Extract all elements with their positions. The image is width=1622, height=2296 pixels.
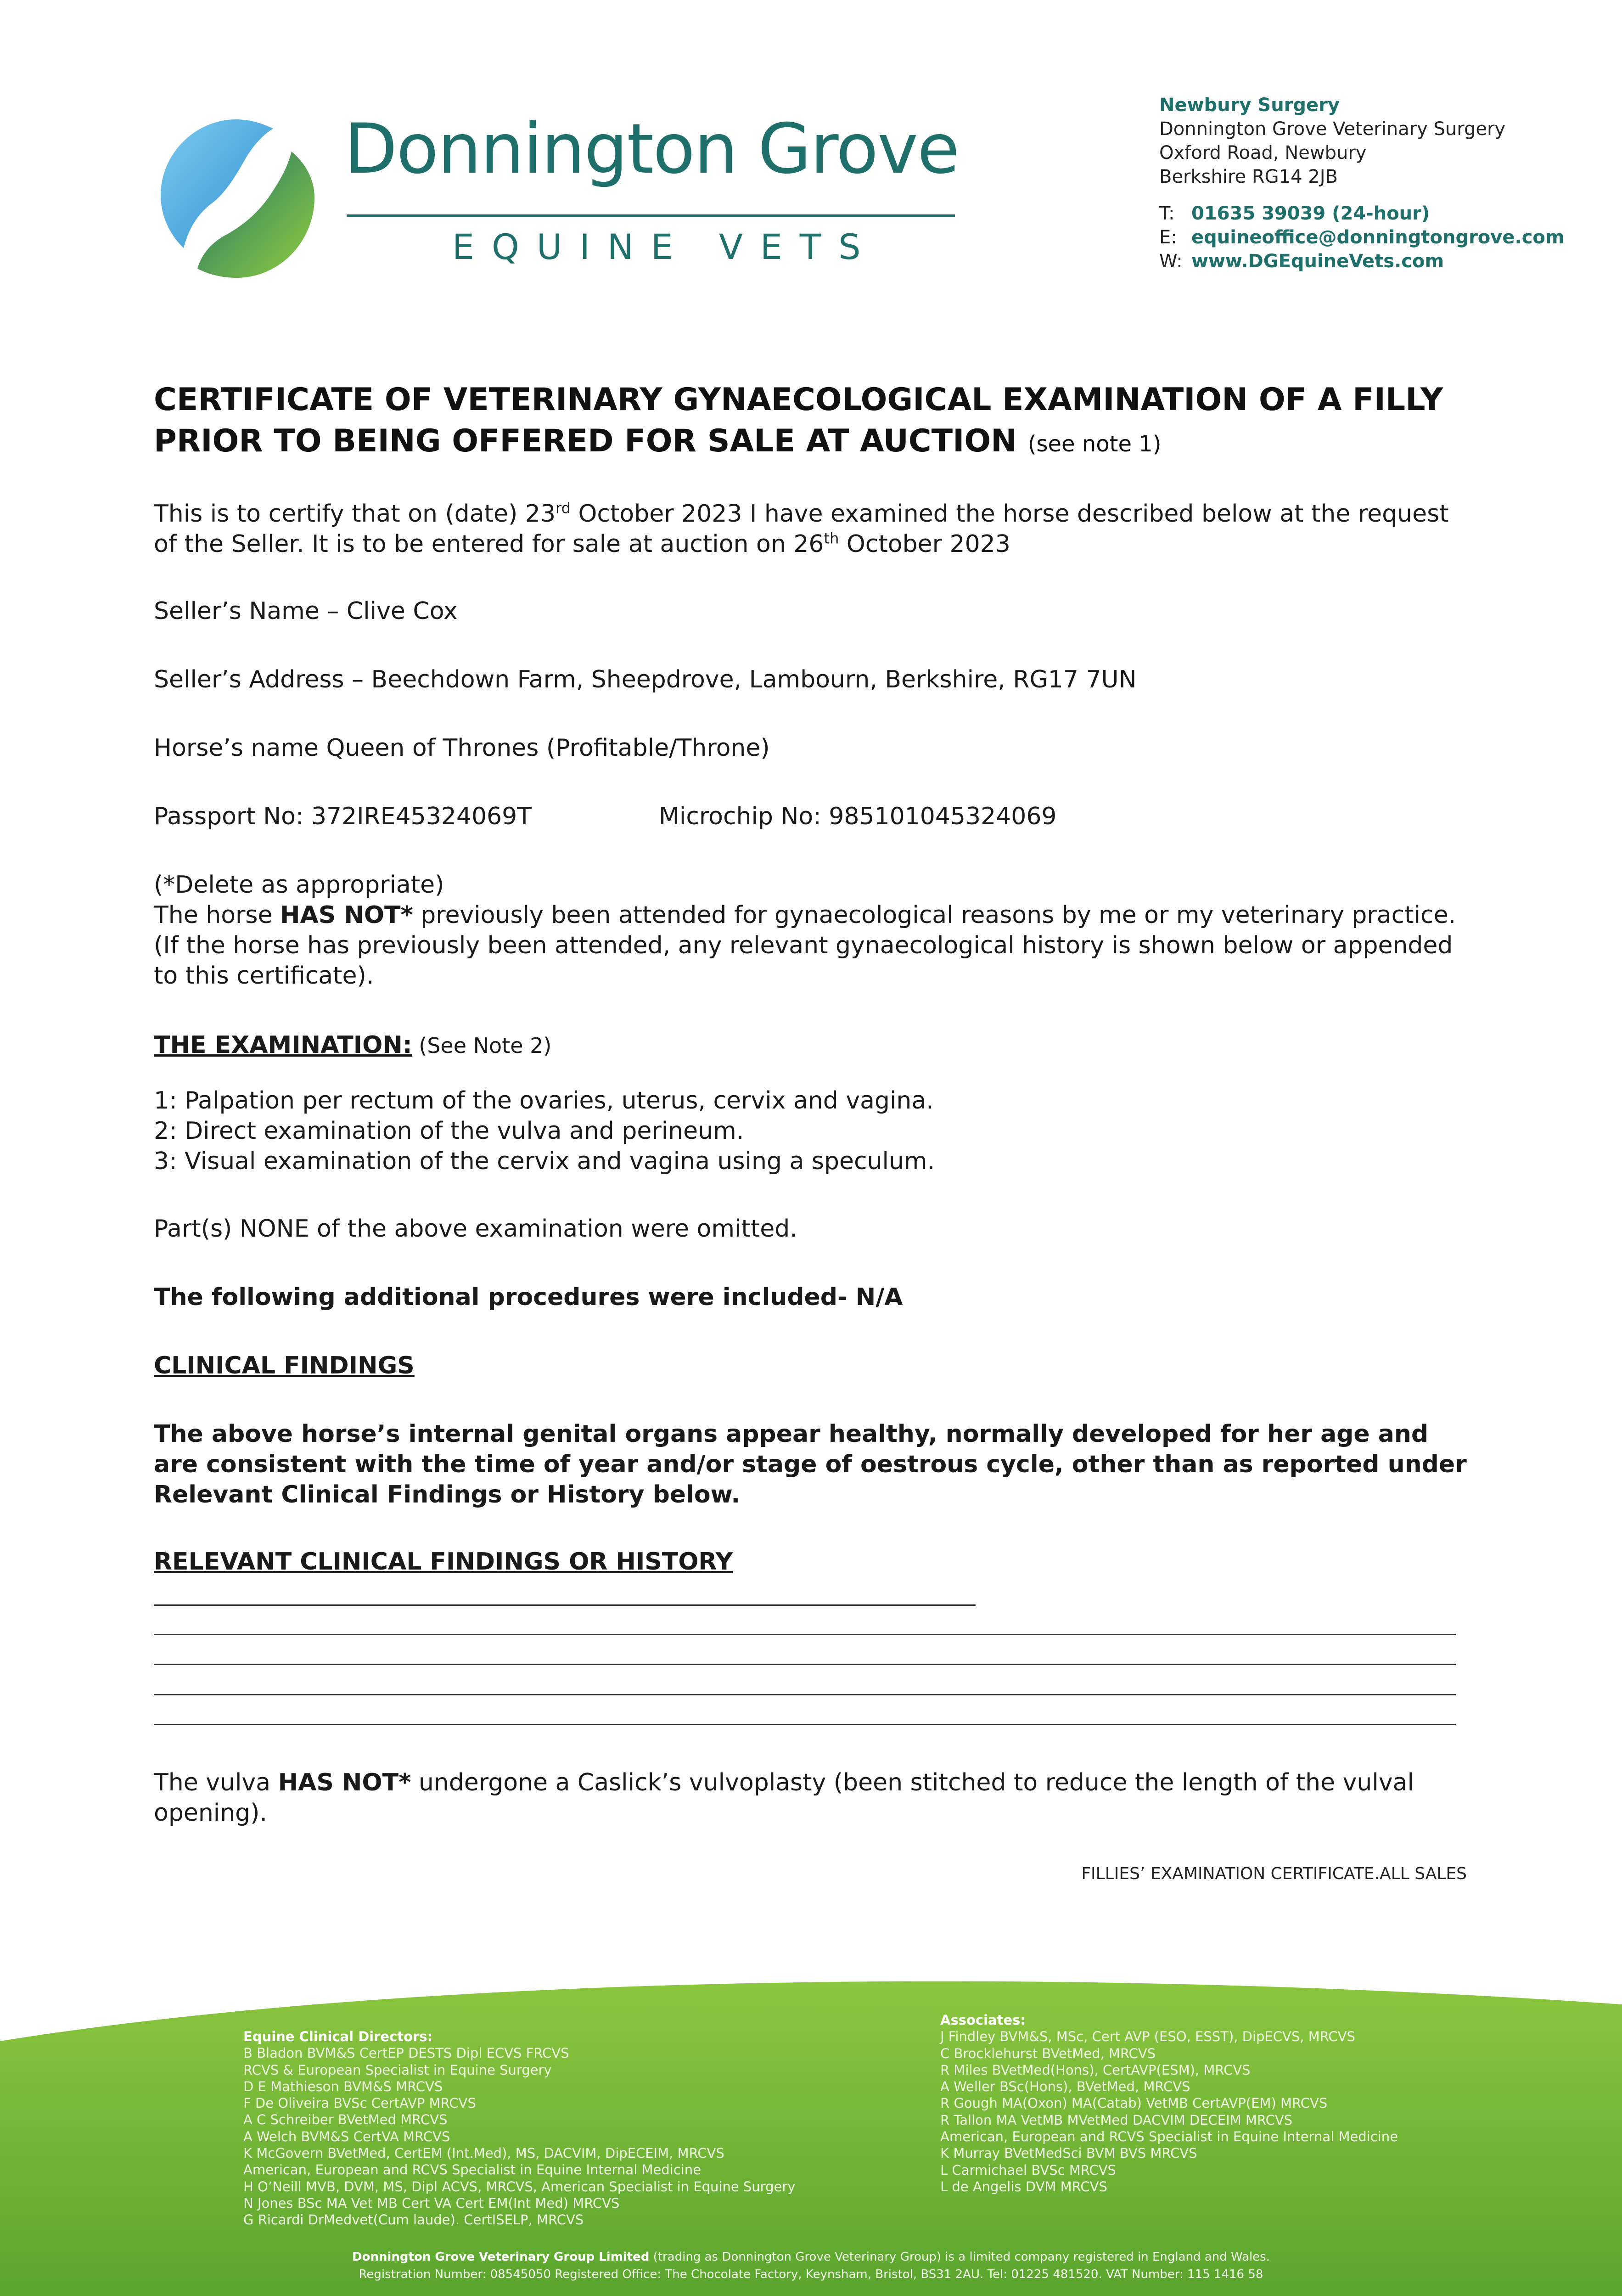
web-label: W: [1159, 251, 1183, 272]
website-link[interactable]: www.DGEquineVets.com [1191, 251, 1444, 272]
associate-entry: R Gough MA(Oxon) MA(Catab) VetMB CertAVP(EM) MRCVS [940, 2095, 1328, 2111]
office-name: Newbury Surgery [1159, 95, 1340, 116]
associate-entry: R Miles BVetMed(Hons), CertAVP(ESM), MRCVS [940, 2062, 1251, 2078]
certificate-title [154, 379, 1485, 465]
director-entry: F De Oliveira BVSc CertAVP MRCVS [243, 2095, 476, 2111]
address-line: Donnington Grove Veterinary Surgery [1159, 118, 1506, 140]
passport-number: Passport No: 372IRE45324069T [154, 803, 532, 830]
associates-list [940, 2012, 1398, 2195]
list-item: 2: Direct examination of the vulva and perineum. [154, 1117, 744, 1145]
delete-note: (*Delete as appropriate) [154, 871, 444, 899]
email-label: E: [1159, 227, 1177, 248]
associates-heading: Associates: [940, 2012, 1026, 2028]
phone-number[interactable]: 01635 39039 (24-hour) [1191, 203, 1430, 224]
phone-label: T: [1159, 203, 1175, 224]
brand-subtitle: EQUINE VETS [452, 226, 878, 267]
title-note: (see note 1) [1027, 431, 1162, 457]
attendance-note: (If the horse has previously been attended, any relevant gynaecological history is shown below or appended to this certificate). [154, 932, 1453, 990]
examination-list [154, 1086, 1476, 1176]
director-entry: B Bladon BVM&S CertEP DESTS Dipl ECVS FRCVS [243, 2045, 569, 2061]
email-link[interactable]: equineoffice@donningtongrove.com [1191, 227, 1565, 248]
brand-name: Donnington Grove [344, 109, 959, 189]
director-entry: A Welch BVM&S CertVA MRCVS [243, 2128, 450, 2144]
relevant-findings-heading: RELEVANT CLINICAL FINDINGS OR HISTORY [154, 1548, 733, 1576]
seller-address: Seller’s Address – Beechdown Farm, Sheepdrove, Lambourn, Berkshire, RG17 7UN [154, 666, 1137, 693]
clinical-findings-text: The above horse’s internal genital organs appear healthy, normally developed for her age and are consistent with the time of year and/or stage of oestrous cycle, other than as reported under Relevant Clinical Findings or History below. [154, 1420, 1467, 1508]
directors-heading: Equine Clinical Directors: [243, 2029, 433, 2044]
attendance-paragraph [154, 870, 1476, 991]
list-item: 3: Visual examination of the cervix and vagina using a speculum. [154, 1148, 935, 1175]
director-entry: H O’Neill MVB, DVM, MS, Dipl ACVS, MRCVS, American Specialist in Equine Surgery [243, 2178, 796, 2195]
contact-block [1159, 93, 1565, 273]
blank-line [154, 1634, 1456, 1635]
address-line: Oxford Road, Newbury [1159, 142, 1367, 163]
blank-line [154, 1664, 1456, 1665]
brand-divider [347, 214, 955, 217]
blank-line [154, 1724, 1456, 1725]
list-item: 1: Palpation per rectum of the ovaries, uterus, cervix and vagina. [154, 1087, 934, 1114]
associate-entry: J Findley BVM&S, MSc, Cert AVP (ESO, ESST), DipECVS, MRCVS [940, 2029, 1355, 2045]
associate-entry: American, European and RCVS Specialist in Equine Internal Medicine [940, 2129, 1398, 2145]
associate-entry: K Murray BVetMedSci BVM BVS MRCVS [940, 2145, 1197, 2161]
director-entry: K McGovern BVetMed, CertEM (Int.Med), MS, DACVIM, DipECEIM, MRCVS [243, 2145, 724, 2161]
additional-procedures: The following additional procedures were included- N/A [154, 1283, 903, 1311]
director-entry: G Ricardi DrMedvet(Cum laude). CertISELP, MRCVS [243, 2212, 584, 2228]
associate-entry: R Tallon MA VetMB MVetMed DACVIM DECEIM MRCVS [940, 2112, 1293, 2128]
blank-line [154, 1694, 1456, 1695]
address-line: Berkshire RG14 2JB [1159, 166, 1338, 187]
associate-entry: L Carmichael BVSc MRCVS [940, 2162, 1116, 2178]
director-entry: RCVS & European Specialist in Equine Surgery [243, 2062, 552, 2078]
title-text: CERTIFICATE OF VETERINARY GYNAECOLOGICAL EXAMINATION OF A FILLY PRIOR TO BEING OFFERED FOR SALE AT AUCTION [154, 382, 1443, 459]
microchip-number: Microchip No: 985101045324069 [659, 803, 1057, 830]
logo-mark [154, 115, 319, 280]
directors-list [243, 2028, 795, 2228]
phone-row [1159, 202, 1565, 225]
omitted-statement: Part(s) NONE of the above examination were omitted. [154, 1215, 797, 1243]
horse-name: Horse’s name Queen of Thrones (Profitable/Throne) [154, 734, 770, 762]
clinical-findings-heading: CLINICAL FINDINGS [154, 1352, 415, 1379]
director-entry: A C Schreiber BVetMed MRCVS [243, 2112, 448, 2128]
associate-entry: L de Angelis DVM MRCVS [940, 2178, 1107, 2195]
associate-entry: C Brocklehurst BVetMed, MRCVS [940, 2045, 1156, 2061]
director-entry: N Jones BSc MA Vet MB Cert VA Cert EM(Int Med) MRCVS [243, 2195, 620, 2211]
footer-legal [0, 2248, 1622, 2283]
director-entry: D E Mathieson BVM&S MRCVS [243, 2078, 443, 2094]
associate-entry: A Weller BSc(Hons), BVetMed, MRCVS [940, 2079, 1190, 2095]
legal-line: Donnington Grove Veterinary Group Limited (trading as Donnington Grove Veterinary Group) is a limited company registered in England and Wales. [352, 2250, 1270, 2264]
web-row [1159, 249, 1565, 273]
email-row [1159, 225, 1565, 249]
legal-line: Registration Number: 08545050 Registered Office: The Chocolate Factory, Keynsham, Bristol, BS31 2AU. Tel: 01225 481520. VAT Number: 115 1416 58 [359, 2268, 1263, 2281]
vulva-statement: The vulva HAS NOT* undergone a Caslick’s vulvoplasty (been stitched to reduce the length of the vulval opening). [154, 1769, 1414, 1827]
blank-line [154, 1604, 976, 1606]
director-entry: American, European and RCVS Specialist in Equine Internal Medicine [243, 2162, 702, 2178]
seller-name: Seller’s Name – Clive Cox [154, 597, 458, 625]
form-reference: FILLIES’ EXAMINATION CERTIFICATE.ALL SALES [1081, 1864, 1467, 1883]
attendance-statement: The horse HAS NOT* previously been attended for gynaecological reasons by me or my veterinary practice. [154, 901, 1456, 929]
certify-paragraph: This is to certify that on (date) 23rd October 2023 I have examined the horse described below at the request of the Seller. It is to be entered for sale at auction on 26th October 2023 [154, 499, 1449, 558]
examination-heading: THE EXAMINATION: (See Note 2) [154, 1031, 552, 1059]
